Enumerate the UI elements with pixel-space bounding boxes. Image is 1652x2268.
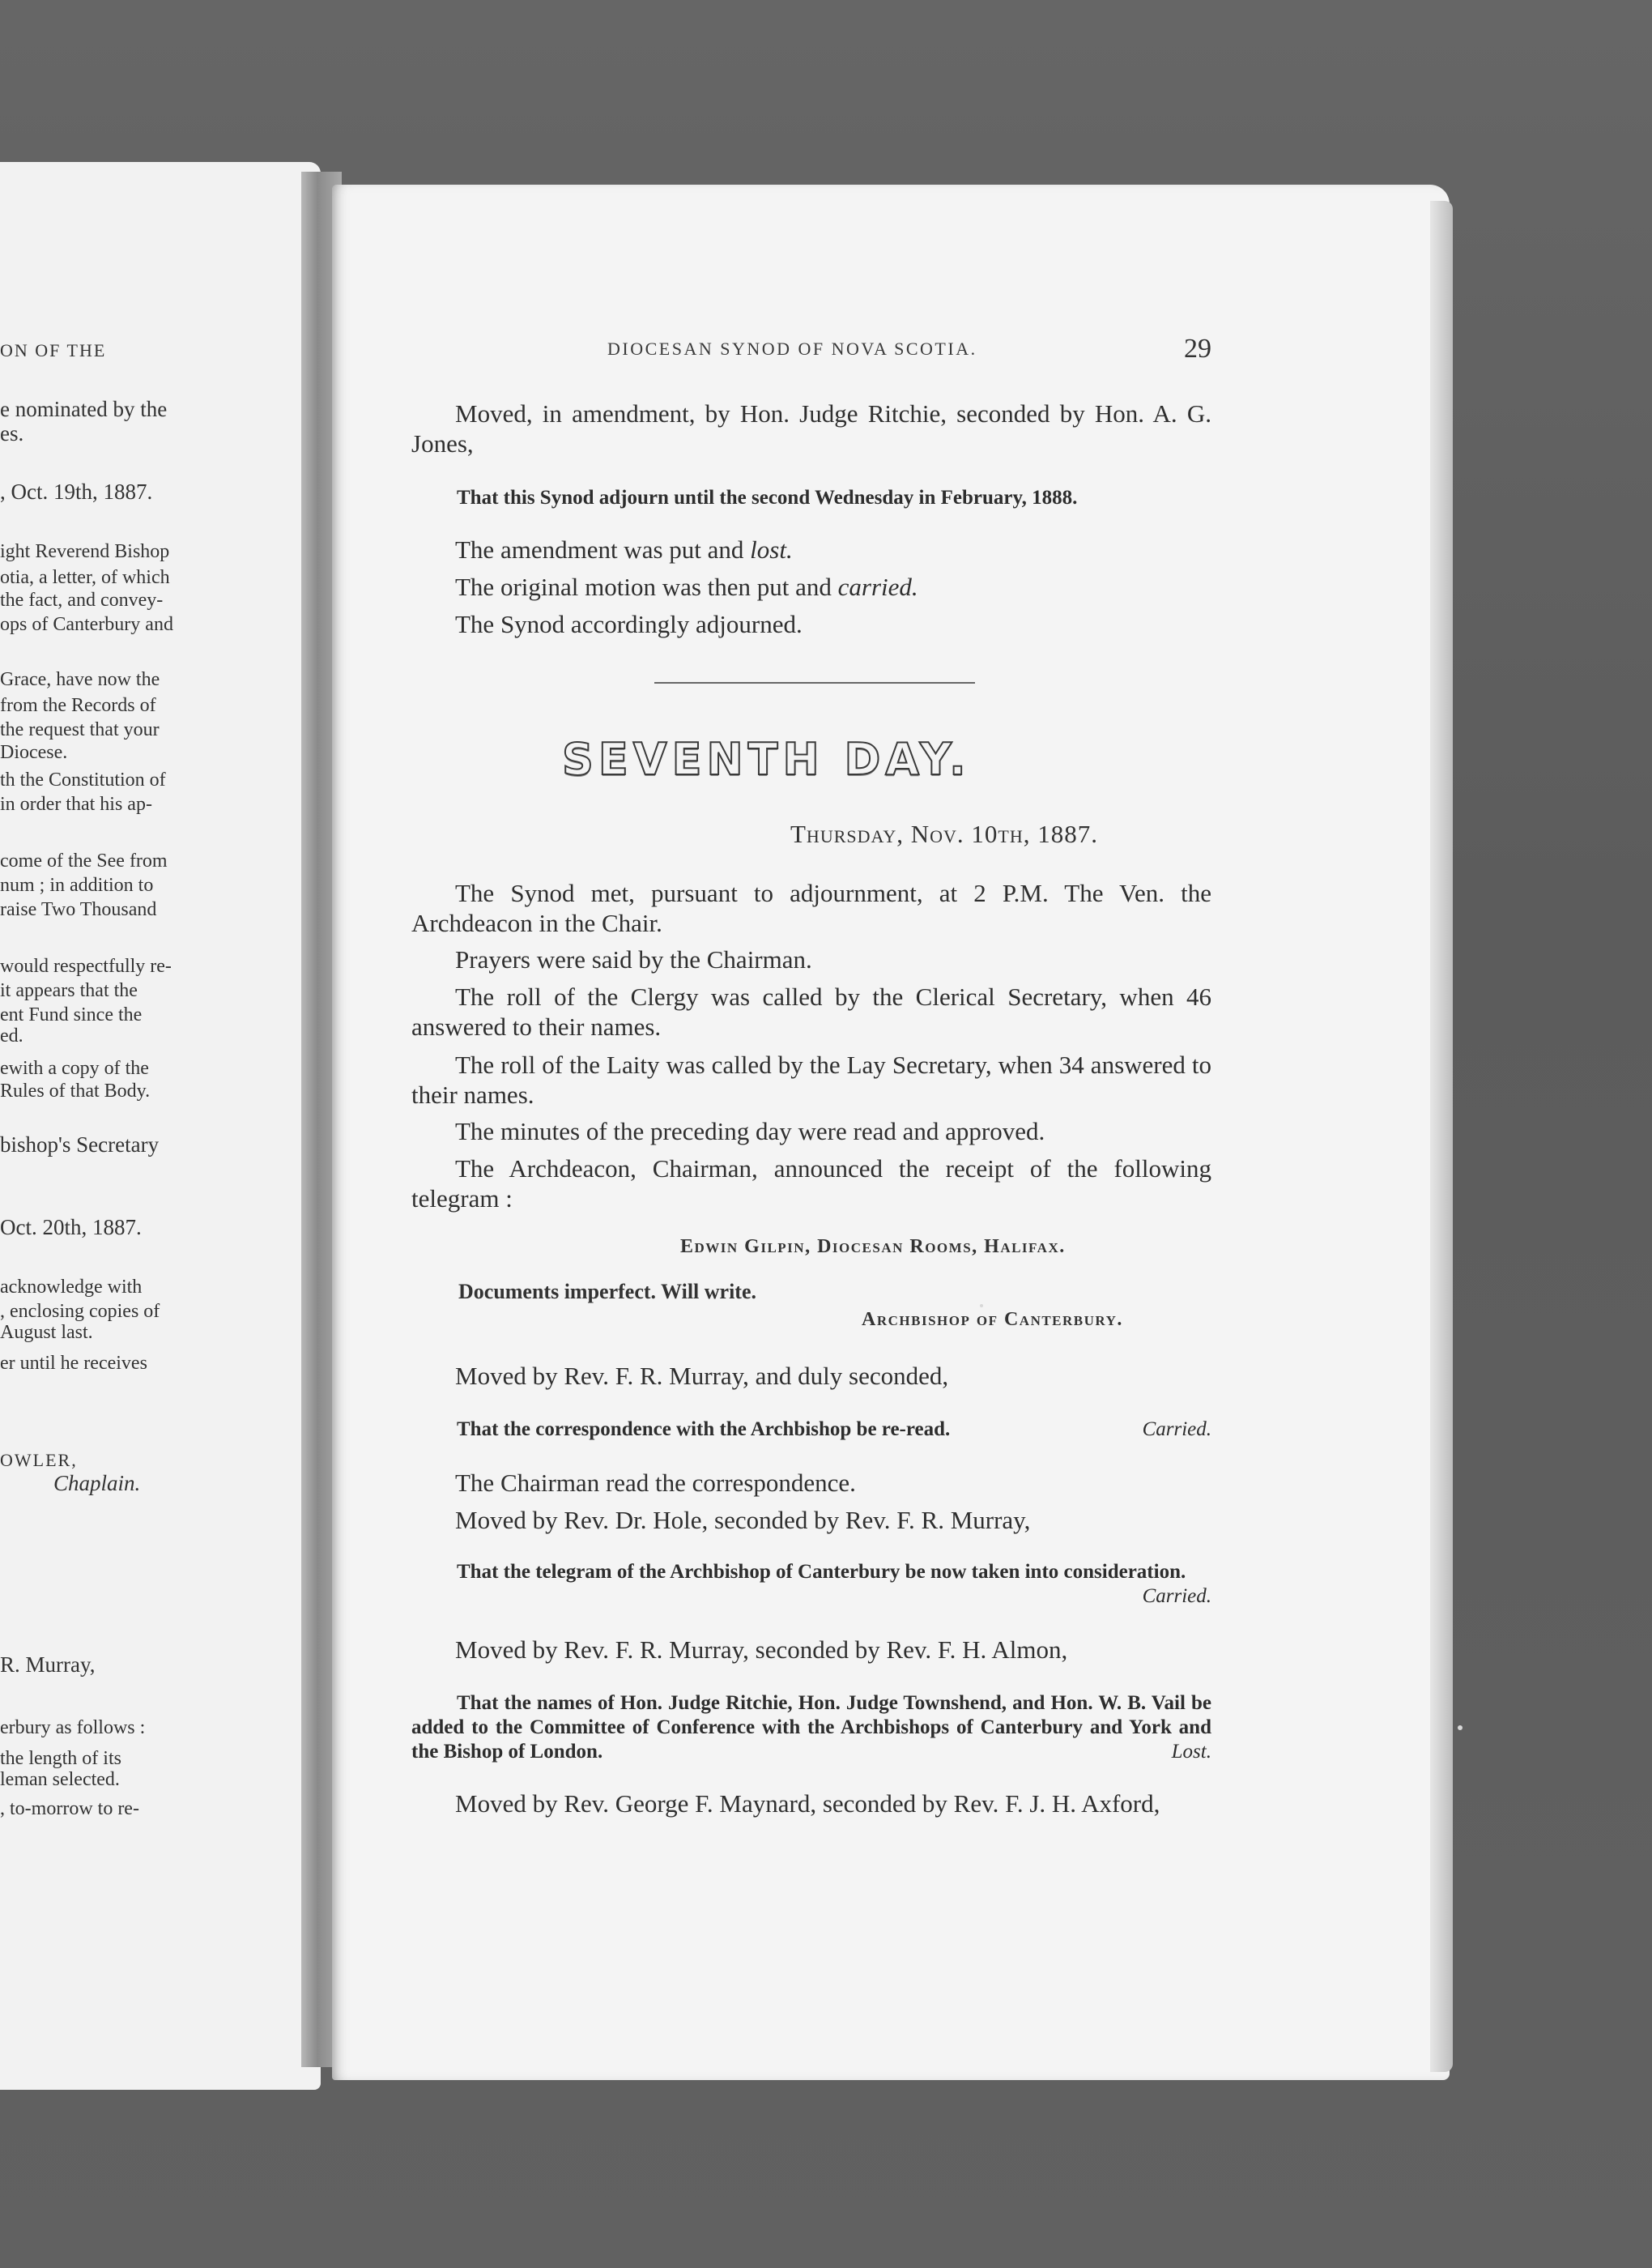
left-page-line: ent Fund since the: [0, 1004, 143, 1025]
telegram-signature: Archbishop of Canterbury.: [862, 1309, 1123, 1330]
left-page-line: in order that his ap-: [0, 794, 152, 815]
paragraph-motion-carried: The original motion was then put and carried.: [455, 573, 918, 601]
left-page-line: OWLER,: [0, 1450, 78, 1470]
paragraph-synod-met: The Synod met, pursuant to adjournment, at 2 P.M. The Ven. the Archdeacon in the Chair.: [411, 879, 1211, 937]
motion-adjourn: That this Synod adjourn until the second Wednesday in February, 1888.: [457, 487, 1078, 509]
left-page-line: ed.: [0, 1025, 23, 1047]
left-page-line: acknowledge with: [0, 1277, 143, 1298]
left-page-line: bishop's Secretary: [0, 1132, 160, 1157]
paragraph-motion-almon: Moved by Rev. F. R. Murray, seconded by Rev. F. H. Almon,: [455, 1635, 1068, 1664]
left-page-line: ight Reverend Bishop: [0, 541, 170, 562]
motion-telegram: That the telegram of the Archbishop of Canterbury be now taken into consideration. Carried.: [457, 1561, 1211, 1607]
telegram-body: Documents imperfect. Will write.: [458, 1280, 756, 1303]
running-head: DIOCESAN SYNOD OF NOVA SCOTIA.: [607, 339, 977, 359]
left-page-line: er until he receives: [0, 1353, 147, 1374]
left-page-line: the request that your: [0, 719, 160, 740]
left-page-line: , Oct. 19th, 1887.: [0, 480, 153, 504]
paragraph-minutes: The minutes of the preceding day were read and approved.: [455, 1117, 1045, 1145]
left-page-line: ON OF THE: [0, 340, 107, 360]
left-page-line: Rules of that Body.: [0, 1081, 151, 1102]
paragraph-clergy-roll: The roll of the Clergy was called by the Clerical Secretary, when 46 answered to their names.: [411, 983, 1211, 1041]
left-page-line: Oct. 20th, 1887.: [0, 1215, 142, 1239]
paragraph-amendment: Moved, in amendment, by Hon. Judge Ritchie, seconded by Hon. A. G. Jones,: [411, 399, 1211, 458]
paragraph-amendment-lost: The amendment was put and lost.: [455, 535, 793, 564]
left-page-line: ewith a copy of the: [0, 1058, 149, 1079]
left-page-line: otia, a letter, of which: [0, 567, 170, 588]
left-page-line: the fact, and convey-: [0, 590, 164, 611]
left-page-line: from the Records of: [0, 695, 156, 716]
left-page-line: , to-morrow to re-: [0, 1798, 139, 1819]
speck: [1458, 1725, 1463, 1730]
dateline: Thursday, Nov. 10th, 1887.: [790, 820, 1099, 848]
left-page-line: Grace, have now the: [0, 669, 160, 690]
left-page-line: e nominated by the: [0, 397, 168, 421]
paragraph-motion-maynard: Moved by Rev. George F. Maynard, seconded by Rev. F. J. H. Axford,: [455, 1789, 1160, 1818]
left-page-line: Chaplain.: [53, 1471, 141, 1495]
left-page-line: the length of its: [0, 1748, 121, 1769]
motion-reread: That the correspondence with the Archbishop be re-read. Carried.: [457, 1418, 1211, 1440]
paragraph-telegram-announcement: The Archdeacon, Chairman, announced the receipt of the following telegram :: [411, 1154, 1211, 1213]
telegram-address: Edwin Gilpin, Diocesan Rooms, Halifax.: [680, 1236, 1066, 1257]
paragraph-motion-hole: Moved by Rev. Dr. Hole, seconded by Rev. F. R. Murray,: [455, 1506, 1031, 1534]
motion-names: That the names of Hon. Judge Ritchie, Hon. Judge Townshend, and Hon. W. B. Vail be added to the Committee of Conference with the Archbishops of Canterbury and York and the Bishop of London. Lost.: [411, 1692, 1211, 1763]
paragraph-motion-murray: Moved by Rev. F. R. Murray, and duly seconded,: [455, 1362, 949, 1390]
page-number: 29: [1184, 334, 1211, 364]
left-page-line: Diocese.: [0, 742, 68, 763]
left-page-line: es.: [0, 421, 24, 446]
paragraph-prayers: Prayers were said by the Chairman.: [455, 945, 812, 974]
section-title: SEVENTH DAY.: [562, 734, 971, 785]
paragraph-chairman-read: The Chairman read the correspondence.: [455, 1469, 856, 1497]
paragraph-laity-roll: The roll of the Laity was called by the Lay Secretary, when 34 answered to their names.: [411, 1051, 1211, 1109]
left-page-line: erbury as follows :: [0, 1717, 146, 1738]
section-rule: [654, 682, 975, 684]
left-page-line: th the Constitution of: [0, 770, 166, 791]
left-page-line: come of the See from: [0, 850, 168, 872]
speck: [980, 1304, 983, 1307]
left-page-line: , enclosing copies of: [0, 1301, 160, 1322]
left-page-line: ops of Canterbury and: [0, 614, 173, 635]
left-page-line: raise Two Thousand: [0, 899, 157, 920]
left-page-line: leman selected.: [0, 1769, 120, 1790]
paragraph-adjourned: The Synod accordingly adjourned.: [455, 610, 803, 638]
left-page-line: R. Murray,: [0, 1652, 96, 1677]
left-page-line: num ; in addition to: [0, 875, 154, 896]
left-page-line: it appears that the: [0, 980, 138, 1001]
left-page-line: August last.: [0, 1322, 93, 1343]
left-page-line: would respectfully re-: [0, 956, 172, 977]
